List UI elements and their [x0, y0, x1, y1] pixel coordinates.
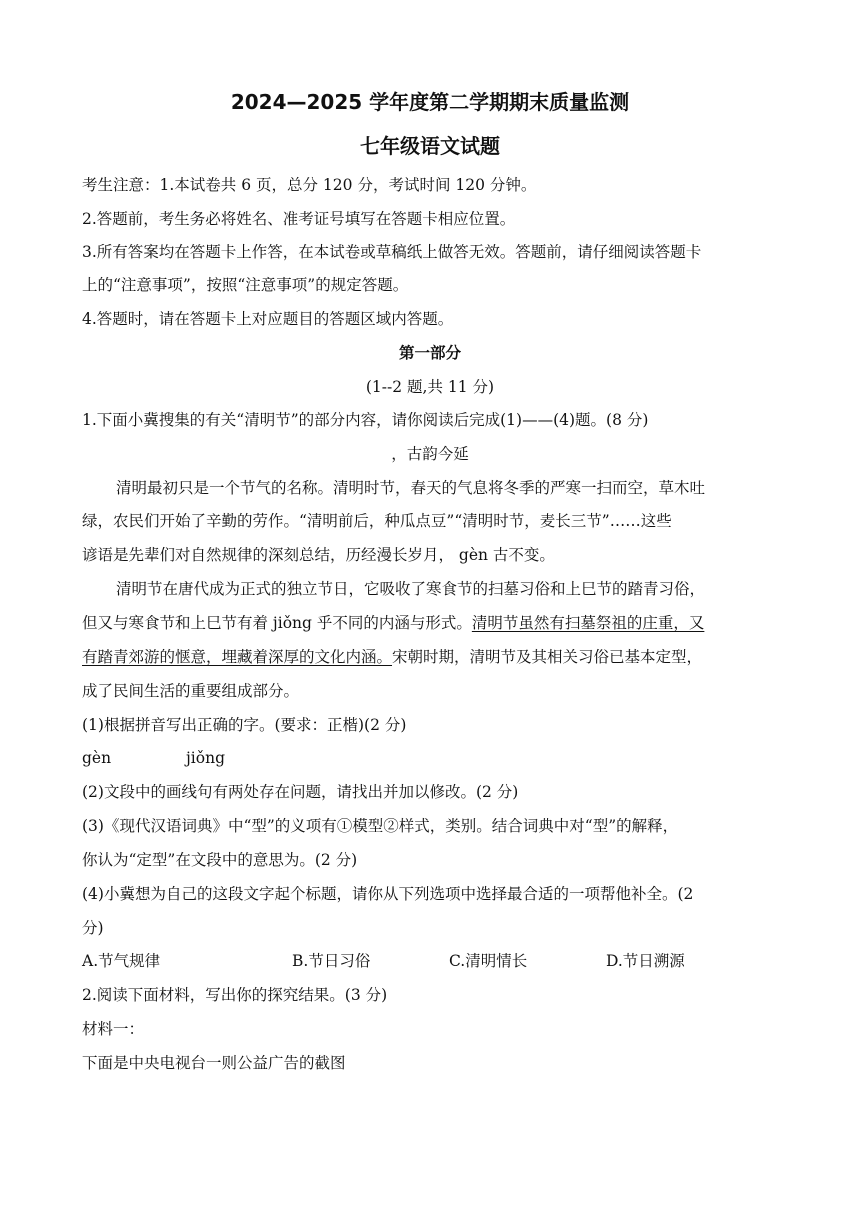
passage-p2-line-4: 成了民间生活的重要组成部分。 [82, 682, 300, 700]
q1-sub-2: (2)文段中的画线句有两处存在问题，请找出并加以修改。(2 分) [82, 783, 519, 801]
passage-p2-line-1: 清明节在唐代成为正式的独立节日，它吸收了寒食节的扫墓习俗和上巳节的踏青习俗， [116, 580, 706, 598]
passage-title: ，古韵今延 [391, 445, 469, 463]
passage-p2-line-3 [82, 646, 702, 668]
passage-p1-line-3: 谚语是先辈们对自然规律的深刻总结，历经漫长岁月， gèn 古不变。 [82, 546, 555, 564]
passage-p2-line-2-plain: 但又与寒食节和上巳节有着 jiǒng 乎不同的内涵与形式。 [82, 614, 472, 632]
q1-sub-3-line-1: (3)《现代汉语词典》中“型”的义项有①模型②样式，类别。结合词典中对“型”的解释， [82, 817, 679, 835]
passage-p2-line-3-plain: 宋朝时期，清明节及其相关习俗已基本定型， [392, 648, 703, 666]
q1-sub-4-line-2: 分) [82, 919, 104, 937]
notice-line-4: 4.答题时，请在答题卡上对应题目的答题区域内答题。 [82, 310, 454, 328]
pinyin-gen: gèn [82, 749, 112, 767]
option-d: D.节日溯源 [606, 952, 685, 970]
notice-line-1: 考生注意：1.本试卷共 6 页，总分 120 分，考试时间 120 分钟。 [82, 176, 537, 194]
option-c: C.清明情长 [449, 952, 528, 970]
passage-p1-line-1: 清明最初只是一个节气的名称。清明时节，春天的气息将冬季的严寒一扫而空，草木吐 [116, 479, 706, 497]
notice-line-2: 2.答题前，考生务必将姓名、准考证号填写在答题卡相应位置。 [82, 210, 516, 228]
part-heading: 第一部分 [398, 344, 461, 362]
q1-sub-1: (1)根据拼音写出正确的字。(要求：正楷)(2 分) [82, 716, 407, 734]
q1-sub-3-line-2: 你认为“定型”在文段中的意思为。(2 分) [82, 851, 358, 869]
passage-p2-line-2 [82, 612, 704, 634]
underlined-sentence-part-2: 有踏青郊游的惬意，埋藏着深厚的文化内涵。 [82, 648, 393, 666]
passage-p1-line-2: 绿，农民们开始了辛勤的劳作。“清明前后，种瓜点豆”“清明时节，麦长三节”……这些 [82, 512, 672, 530]
notice-line-3b: 上的“注意事项”，按照“注意事项”的规定答题。 [82, 276, 409, 294]
q1-stem: 1.下面小冀搜集的有关“清明节”的部分内容，请你阅读后完成(1)——(4)题。(8 分) [82, 411, 649, 429]
material-one-text: 下面是中央电视台一则公益广告的截图 [82, 1054, 346, 1072]
notice-line-3a: 3.所有答案均在答题卡上作答，在本试卷或草稿纸上做答无效。答题前，请仔细阅读答题卡 [82, 243, 702, 261]
option-b: B.节日习俗 [292, 952, 371, 970]
exam-subtitle: 七年级语文试题 [360, 134, 500, 158]
underlined-sentence-part-1: 清明节虽然有扫墓祭祖的庄重，又 [471, 614, 705, 632]
material-one-label: 材料一： [82, 1020, 145, 1038]
part-range: (1--2 题,共 11 分) [365, 378, 495, 396]
option-a: A.节气规律 [82, 952, 161, 970]
q1-sub-4-line-1: (4)小冀想为自己的这段文字起个标题，请你从下列选项中选择最合适的一项帮他补全。(2 [82, 885, 694, 903]
exam-title: 2024—2025 学年度第二学期期末质量监测 [230, 90, 630, 114]
pinyin-jiong: jiǒng [186, 749, 225, 767]
q2-stem: 2.阅读下面材料，写出你的探究结果。(3 分) [82, 986, 388, 1004]
